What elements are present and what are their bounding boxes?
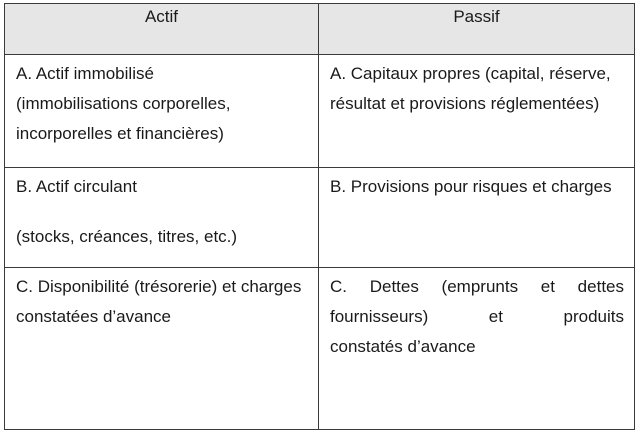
provisions-risques-text: B. Provisions pour risques et charges	[330, 177, 612, 196]
actif-immobilise-detail: (immobilisations corporelles, incorporelles et financières)	[16, 94, 231, 143]
table-row	[5, 55, 635, 168]
table-row	[5, 268, 635, 430]
capitaux-propres-text: A. Capitaux propres (capital, réserve, résultat et provisions réglementées)	[330, 64, 611, 113]
disponibilite-text: C. Disponibilité (trésorerie) et charges constatées d’avance	[16, 277, 302, 326]
header-passif: Passif	[319, 4, 635, 55]
dettes-line-3: constatés d’avance	[330, 337, 476, 356]
balance-sheet-table	[4, 3, 635, 430]
cell-provisions-risques	[319, 168, 635, 268]
dettes-line-1: C. Dettes (emprunts et dettes	[330, 277, 624, 296]
dettes-line-2: fournisseurs) et produits	[330, 307, 624, 326]
actif-immobilise-title: A. Actif immobilisé	[16, 64, 154, 83]
cell-disponibilite	[5, 268, 319, 430]
actif-circulant-detail: (stocks, créances, titres, etc.)	[16, 227, 238, 246]
cell-capitaux-propres	[319, 55, 635, 168]
table-row	[5, 168, 635, 268]
cell-dettes	[319, 268, 635, 430]
cell-actif-immobilise	[5, 55, 319, 168]
actif-circulant-title: B. Actif circulant	[16, 177, 137, 196]
spacer	[16, 202, 308, 222]
header-actif: Actif	[5, 4, 319, 55]
cell-actif-circulant	[5, 168, 319, 268]
header-row	[5, 4, 635, 55]
